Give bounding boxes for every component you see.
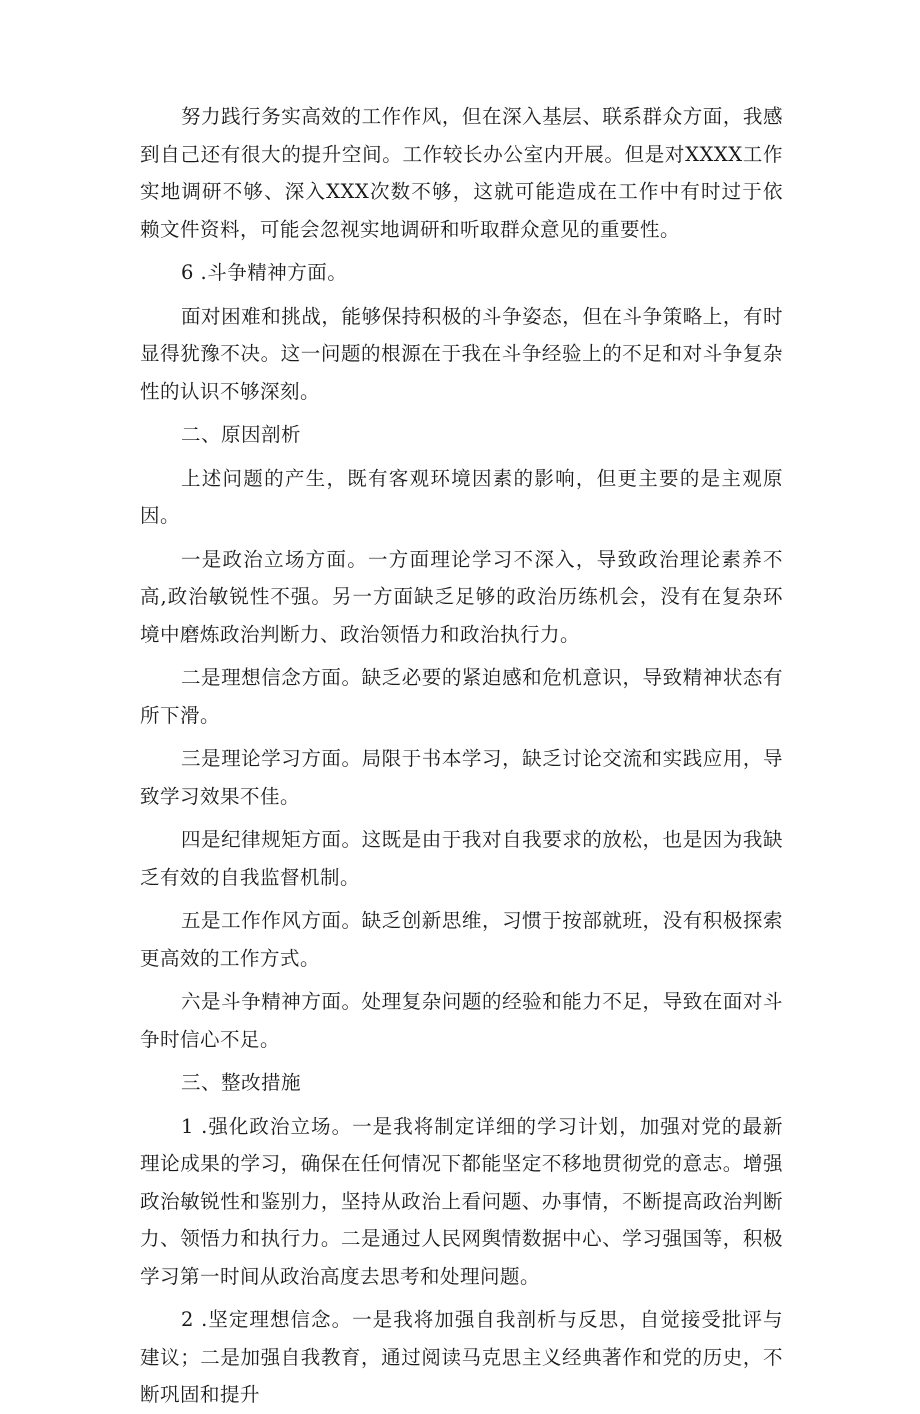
paragraph-cause-political: 一是政治立场方面。一方面理论学习不深入，导致政治理论素养不高,政治敏锐性不强。另一方面缺乏足够的政治历练机会，没有在复杂环境中磨炼政治判断力、政治领悟力和政治执行力。 — [140, 547, 783, 646]
paragraph-cause-struggle: 六是斗争精神方面。处理复杂问题的经验和能力不足，导致在面对斗争时信心不足。 — [140, 990, 783, 1051]
paragraph-cause-ideals: 二是理想信念方面。缺乏必要的紧迫感和危机意识，导致精神状态有所下滑。 — [140, 666, 783, 727]
paragraph-work-style-continued: 努力践行务实高效的工作作风，但在深入基层、联系群众方面，我感到自己还有很大的提升空间。工作较长办公室内开展。但是对XXXX工作实地调研不够、深入XXX次数不够，这就可能造成在工作中有时过于依赖文件资料，可能会忽视实地调研和听取群众意见的重要性。 — [140, 105, 783, 241]
paragraph-cause-discipline: 四是纪律规矩方面。这既是由于我对自我要求的放松，也是因为我缺乏有效的自我监督机制。 — [140, 828, 783, 889]
paragraph-cause-intro: 上述问题的产生，既有客观环境因素的影响，但更主要的是主观原因。 — [140, 466, 783, 527]
section-heading-cause-analysis: 二、原因剖析 — [180, 423, 301, 446]
item-heading-struggle-spirit: 6 .斗争精神方面。 — [180, 261, 348, 284]
paragraph-cause-work-style: 五是工作作风方面。缺乏创新思维，习惯于按部就班，没有积极探索更高效的工作方式。 — [140, 909, 783, 970]
paragraph-measure-ideals: 2 .坚定理想信念。一是我将加强自我剖析与反思，自觉接受批评与建议；二是加强自我教育，通过阅读马克思主义经典著作和党的历史，不断巩固和提升 — [140, 1308, 783, 1406]
paragraph-cause-theory: 三是理论学习方面。局限于书本学习，缺乏讨论交流和实践应用，导致学习效果不佳。 — [140, 747, 783, 808]
document-body — [140, 98, 783, 1414]
section-heading-rectification: 三、整改措施 — [180, 1071, 301, 1094]
paragraph-measure-political: 1 .强化政治立场。一是我将制定详细的学习计划，加强对党的最新理论成果的学习，确保在任何情况下都能坚定不移地贯彻党的意志。增强政治敏锐性和鉴别力，坚持从政治上看问题、办事情，不断提高政治判断力、领悟力和执行力。二是通过人民网舆情数据中心、学习强国等，积极学习第一时间从政治高度去思考和处理问题。 — [140, 1114, 783, 1288]
paragraph-struggle-spirit: 面对困难和挑战，能够保持积极的斗争姿态，但在斗争策略上，有时显得犹豫不决。这一问题的根源在于我在斗争经验上的不足和对斗争复杂性的认识不够深刻。 — [140, 304, 783, 403]
